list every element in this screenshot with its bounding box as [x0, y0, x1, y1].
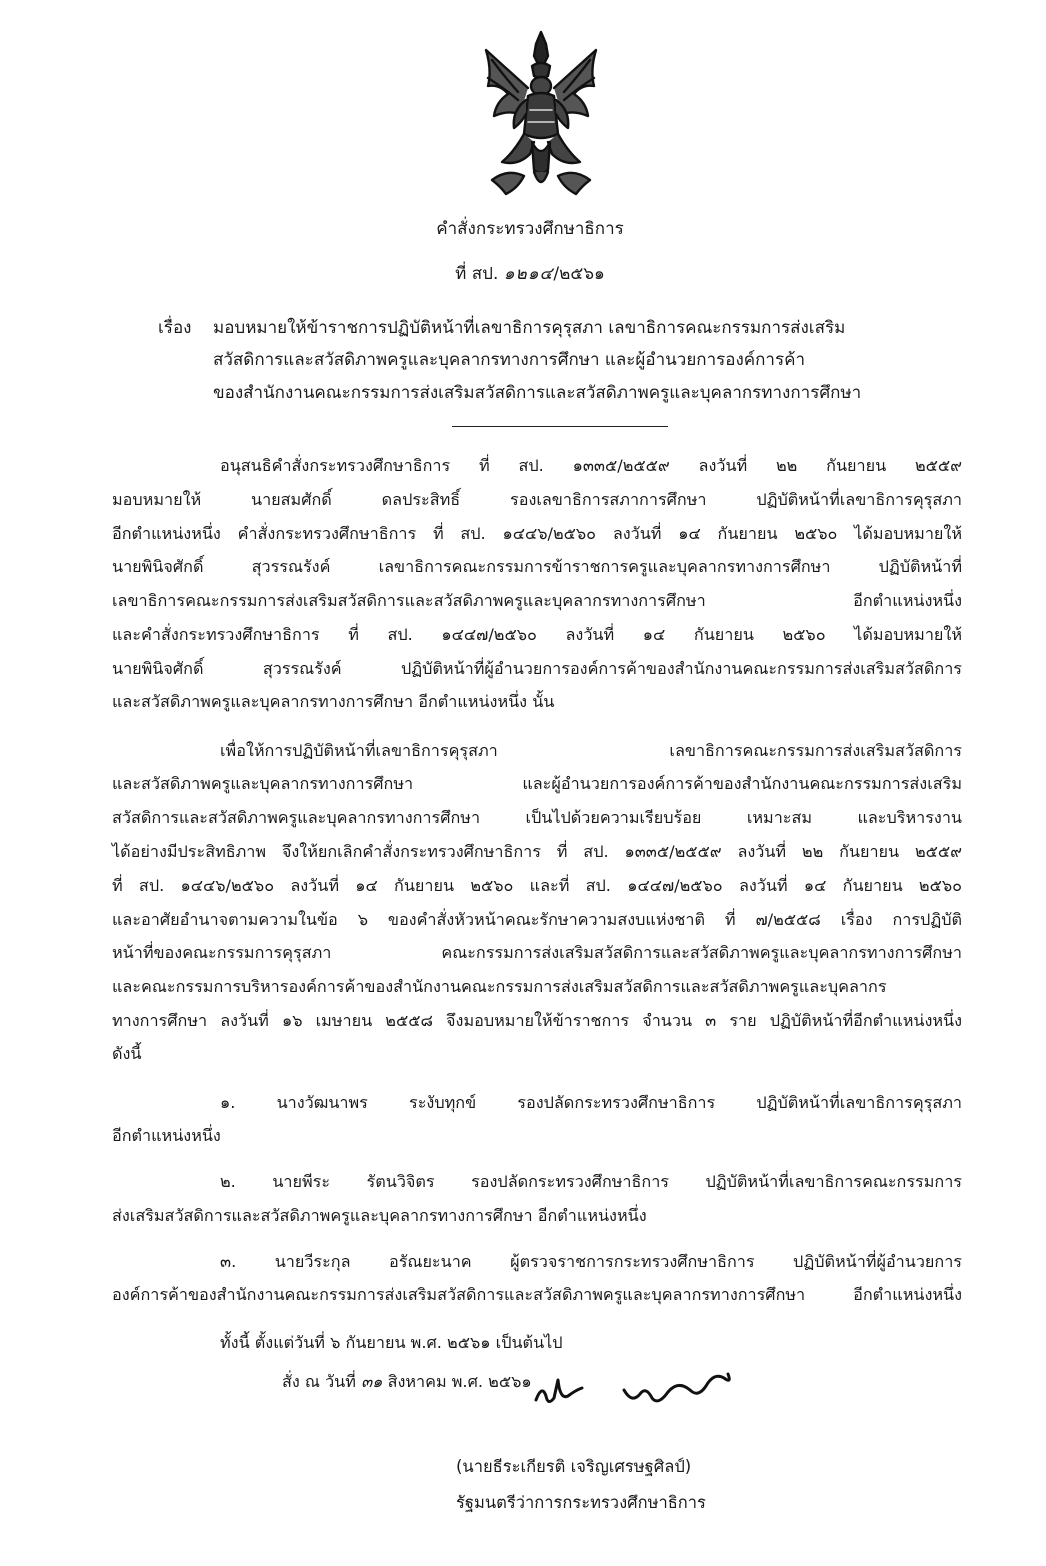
- number-prefix: ที่ สป.: [455, 264, 499, 284]
- handwritten-signature-icon: [528, 1360, 758, 1420]
- subject-line: ของสำนักงานคณะกรรมการส่งเสริมสวัสดิการและสวัสดิภาพครูและบุคลากรทางการศึกษา: [213, 383, 862, 403]
- signer-title: รัฐมนตรีว่าการกระทรวงศึกษาธิการ: [456, 1493, 706, 1512]
- subject-line: สวัสดิการและสวัสดิภาพครูและบุคลากรทางการศึกษา และผู้อำนวยการองค์การค้า: [213, 350, 806, 370]
- paragraph-line: อีกตำแหน่งหนึ่ง คำสั่งกระทรวงศึกษาธิการ ที่ สป. ๑๔๔๖/๒๕๖๐ ลงวันที่ ๑๔ กันยายน ๒๕๖๐ ได้มอบหมายให้: [112, 524, 962, 543]
- document-number: [0, 260, 1046, 287]
- paragraph-line: เพื่อให้การปฏิบัติหน้าที่เลขาธิการคุรุสภา เลขาธิการคณะกรรมการส่งเสริมสวัสดิการ: [220, 741, 962, 760]
- paragraph-line: และคณะกรรมการบริหารองค์การค้าของสำนักงานคณะกรรมการส่งเสริมสวัสดิการและสวัสดิภาพครูและบุคลากร: [112, 977, 887, 996]
- paragraph-line: นายพินิจศักดิ์ สุวรรณรังค์ เลขาธิการคณะกรรมการข้าราชการครูและบุคลากรทางการศึกษา ปฏิบัติหน้าที่: [112, 557, 962, 576]
- paragraph-line: เลขาธิการคณะกรรมการส่งเสริมสวัสดิการและสวัสดิภาพครูและบุคลากรทางการศึกษา อีกตำแหน่งหนึ่ง: [112, 591, 962, 610]
- paragraph-line: สวัสดิการและสวัสดิภาพครูและบุคลากรทางการศึกษา เป็นไปด้วยความเรียบร้อย เหมาะสม และบริหารงาน: [112, 808, 962, 827]
- list-item: อีกตำแหน่งหนึ่ง: [112, 1126, 221, 1145]
- paragraph-line: และสวัสดิภาพครูและบุคลากรทางการศึกษา อีกตำแหน่งหนึ่ง นั้น: [112, 692, 555, 711]
- subject-line: มอบหมายให้ข้าราชการปฏิบัติหน้าที่เลขาธิการคุรุสภา เลขาธิการคณะกรรมการส่งเสริม: [213, 318, 846, 338]
- paragraph-line: ที่ สป. ๑๔๔๖/๒๕๖๐ ลงวันที่ ๑๔ กันยายน ๒๕๖๐ และที่ สป. ๑๔๔๗/๒๕๖๐ ลงวันที่ ๑๔ กันยายน ๒๕๖๐: [112, 876, 962, 895]
- list-item: ส่งเสริมสวัสดิการและสวัสดิภาพครูและบุคลากรทางการศึกษา อีกตำแหน่งหนึ่ง: [112, 1206, 647, 1225]
- signer-name: (นายธีระเกียรติ เจริญเศรษฐศิลป์): [456, 1457, 692, 1476]
- number-suffix: /๒๕๖๑: [553, 264, 605, 284]
- order-day-handwritten: ๓๑: [361, 1372, 383, 1391]
- paragraph-line: ดังนี้: [112, 1044, 142, 1063]
- paragraph-line: และอาศัยอำนาจตามความในข้อ ๖ ของคำสั่งหัวหน้าคณะรักษาความสงบแห่งชาติ ที่ ๗/๒๕๕๘ เรื่อง การปฏิบัติ: [112, 910, 962, 929]
- garuda-emblem-icon: [478, 30, 604, 198]
- paragraph-line: มอบหมายให้ นายสมศักดิ์ ดลประสิทธิ์ รองเลขาธิการสภาการศึกษา ปฏิบัติหน้าที่เลขาธิการคุรุสภา: [112, 490, 962, 509]
- list-item: ๒. นายพีระ รัตนวิจิตร รองปลัดกระทรวงศึกษาธิการ ปฏิบัติหน้าที่เลขาธิการคณะกรรมการ: [220, 1172, 962, 1191]
- paragraph-line: และคำสั่งกระทรวงศึกษาธิการ ที่ สป. ๑๔๔๗/๒๕๖๐ ลงวันที่ ๑๔ กันยายน ๒๕๖๐ ได้มอบหมายให้: [112, 625, 962, 644]
- list-item: ๓. นายวีระกุล อรัณยะนาค ผู้ตรวจราชการกระทรวงศึกษาธิการ ปฏิบัติหน้าที่ผู้อำนวยการ: [220, 1252, 962, 1271]
- divider-line: [452, 426, 668, 427]
- document-title: คำสั่งกระทรวงศึกษาธิการ: [436, 219, 624, 239]
- list-item: ๑. นางวัฒนาพร ระงับทุกข์ รองปลัดกระทรวงศึกษาธิการ ปฏิบัติหน้าที่เลขาธิการคุรุสภา: [220, 1093, 962, 1112]
- order-date-prefix: สั่ง ณ วันที่: [282, 1372, 356, 1391]
- paragraph-line: ได้อย่างมีประสิทธิภาพ จึงให้ยกเลิกคำสั่งกระทรวงศึกษาธิการ ที่ สป. ๑๓๓๕/๒๕๕๙ ลงวันที่ ๒๒ กันยายน ๒๕๕๙: [112, 842, 962, 861]
- paragraph-line: หน้าที่ของคณะกรรมการคุรุสภา คณะกรรมการส่งเสริมสวัสดิการและสวัสดิภาพครูและบุคลากรทางการศึกษา: [112, 943, 962, 962]
- paragraph-line: ทางการศึกษา ลงวันที่ ๑๖ เมษายน ๒๕๕๘ จึงมอบหมายให้ข้าราชการ จำนวน ๓ ราย ปฏิบัติหน้าที่อีกตำแหน่งหนึ่ง: [112, 1011, 962, 1030]
- subject-label: เรื่อง: [158, 318, 192, 338]
- list-item: องค์การค้าของสำนักงานคณะกรรมการส่งเสริมสวัสดิการและสวัสดิภาพครูและบุคลากรทางการศึกษา อีกตำแหน่งหนึ่ง: [112, 1285, 962, 1304]
- paragraph-line: นายพินิจศักดิ์ สุวรรณรังค์ ปฏิบัติหน้าที่ผู้อำนวยการองค์การค้าของสำนักงานคณะกรรมการส่งเสริมสวัสดิการ: [112, 659, 962, 678]
- paragraph-line: อนุสนธิคำสั่งกระทรวงศึกษาธิการ ที่ สป. ๑๓๓๕/๒๕๕๙ ลงวันที่ ๒๒ กันยายน ๒๕๕๙: [220, 456, 962, 475]
- order-date-suffix: สิงหาคม พ.ศ. ๒๕๖๑: [387, 1372, 532, 1391]
- paragraph-line: และสวัสดิภาพครูและบุคลากรทางการศึกษา และผู้อำนวยการองค์การค้าของสำนักงานคณะกรรมการส่งเสริม: [112, 774, 962, 793]
- number-handwritten: ๑๒๑๔: [503, 264, 554, 284]
- effective-date: ทั้งนี้ ตั้งแต่วันที่ ๖ กันยายน พ.ศ. ๒๕๖๑ เป็นต้นไป: [220, 1333, 563, 1352]
